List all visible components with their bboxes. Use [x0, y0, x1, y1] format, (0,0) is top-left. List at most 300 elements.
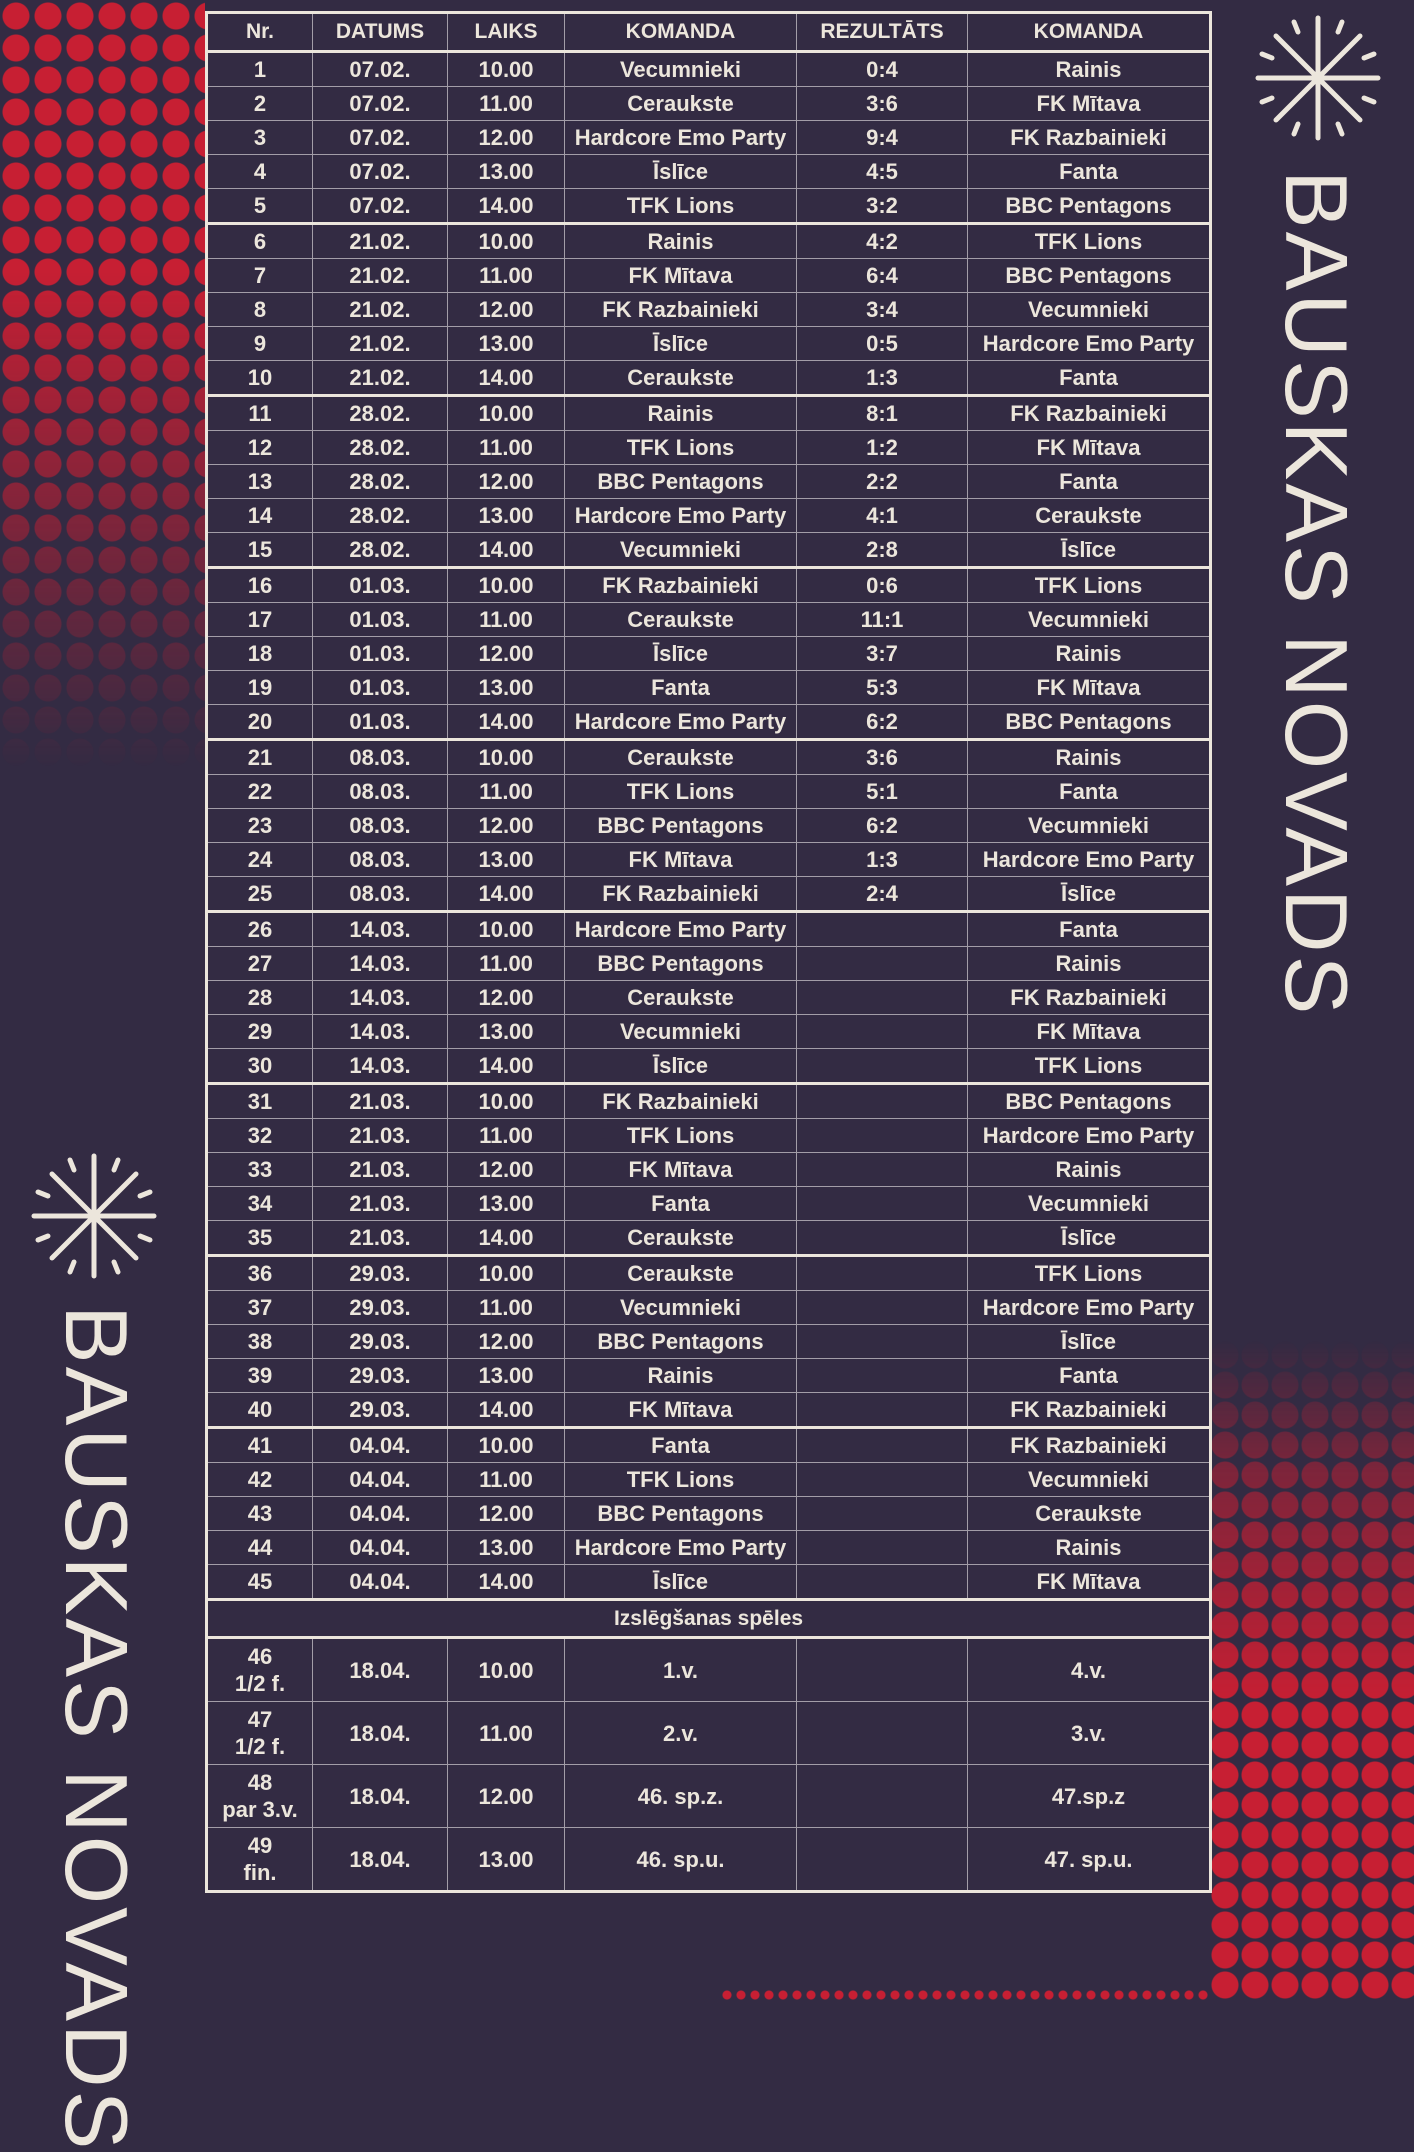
home-team: Hardcore Emo Party	[565, 705, 797, 740]
match-number: 21	[207, 740, 313, 775]
playoff-stage: fin.	[243, 1860, 277, 1885]
table-row	[207, 121, 1211, 155]
playoff-stage: 1/2 f.	[234, 1671, 286, 1696]
match-time: 11.00	[448, 87, 565, 121]
match-time: 12.00	[448, 809, 565, 843]
away-team: Fanta	[968, 775, 1211, 809]
match-number: 49	[247, 1833, 273, 1858]
match-date: 04.04.	[313, 1565, 448, 1600]
match-number: 32	[207, 1119, 313, 1153]
match-date: 01.03.	[313, 637, 448, 671]
match-result: 8:1	[797, 396, 968, 431]
match-date: 28.02.	[313, 431, 448, 465]
match-number: 3	[207, 121, 313, 155]
away-team: FK Mītava	[968, 1565, 1211, 1600]
match-date: 08.03.	[313, 775, 448, 809]
away-team: FK Razbainieki	[968, 981, 1211, 1015]
match-date: 21.02.	[313, 327, 448, 361]
away-team: Hardcore Emo Party	[968, 1119, 1211, 1153]
match-time: 11.00	[448, 259, 565, 293]
halftone-pattern-bottom-strip	[720, 1990, 1210, 2000]
header-date: DATUMS	[313, 13, 448, 52]
match-date: 28.02.	[313, 396, 448, 431]
match-number: 4	[207, 155, 313, 189]
playoff-number-cell	[207, 1638, 313, 1702]
match-result: 0:4	[797, 52, 968, 87]
away-team: BBC Pentagons	[968, 259, 1211, 293]
table-row	[207, 87, 1211, 121]
away-team: FK Mītava	[968, 431, 1211, 465]
match-date: 07.02.	[313, 121, 448, 155]
match-date: 07.02.	[313, 155, 448, 189]
home-team: Īslīce	[565, 637, 797, 671]
table-row	[207, 327, 1211, 361]
away-team: 47.sp.z	[968, 1765, 1211, 1828]
playoff-row	[207, 1828, 1211, 1892]
match-number: 44	[207, 1531, 313, 1565]
away-team: Īslīce	[968, 533, 1211, 568]
match-result: 3:2	[797, 189, 968, 224]
away-team: Rainis	[968, 947, 1211, 981]
match-number: 15	[207, 533, 313, 568]
match-date: 18.04.	[313, 1765, 448, 1828]
match-result: 2:4	[797, 877, 968, 912]
match-number: 31	[207, 1084, 313, 1119]
match-time: 14.00	[448, 361, 565, 396]
home-team: Fanta	[565, 1428, 797, 1463]
match-time: 10.00	[448, 52, 565, 87]
header-away-team: KOMANDA	[968, 13, 1211, 52]
table-row	[207, 568, 1211, 603]
away-team: TFK Lions	[968, 224, 1211, 259]
match-date: 14.03.	[313, 981, 448, 1015]
match-time: 11.00	[448, 431, 565, 465]
away-team: TFK Lions	[968, 568, 1211, 603]
header-nr: Nr.	[207, 13, 313, 52]
match-number: 33	[207, 1153, 313, 1187]
match-number: 46	[247, 1644, 273, 1669]
table-row	[207, 361, 1211, 396]
away-team: Vecumnieki	[968, 1463, 1211, 1497]
table-row	[207, 1256, 1211, 1291]
match-date: 21.02.	[313, 293, 448, 327]
match-date: 14.03.	[313, 912, 448, 947]
away-team: Īslīce	[968, 1221, 1211, 1256]
match-time: 12.00	[448, 121, 565, 155]
sunburst-icon	[30, 1152, 158, 1280]
table-row	[207, 1531, 1211, 1565]
match-time: 14.00	[448, 1393, 565, 1428]
home-team: BBC Pentagons	[565, 809, 797, 843]
match-result: 5:3	[797, 671, 968, 705]
match-time: 13.00	[448, 327, 565, 361]
match-time: 10.00	[448, 1428, 565, 1463]
match-time: 11.00	[448, 947, 565, 981]
match-time: 13.00	[448, 1531, 565, 1565]
match-date: 07.02.	[313, 189, 448, 224]
away-team: BBC Pentagons	[968, 1084, 1211, 1119]
away-team: Vecumnieki	[968, 293, 1211, 327]
match-time: 11.00	[448, 603, 565, 637]
table-row	[207, 981, 1211, 1015]
away-team: Fanta	[968, 155, 1211, 189]
home-team: Hardcore Emo Party	[565, 912, 797, 947]
table-row	[207, 1221, 1211, 1256]
match-result	[797, 1531, 968, 1565]
match-time: 12.00	[448, 981, 565, 1015]
home-team: BBC Pentagons	[565, 465, 797, 499]
match-result	[797, 1497, 968, 1531]
match-date: 01.03.	[313, 568, 448, 603]
match-result	[797, 1828, 968, 1892]
match-result	[797, 1765, 968, 1828]
away-team: TFK Lions	[968, 1049, 1211, 1084]
match-number: 5	[207, 189, 313, 224]
home-team: Hardcore Emo Party	[565, 121, 797, 155]
table-row	[207, 740, 1211, 775]
away-team: FK Mītava	[968, 87, 1211, 121]
match-number: 25	[207, 877, 313, 912]
match-time: 12.00	[448, 465, 565, 499]
match-result: 4:5	[797, 155, 968, 189]
match-time: 12.00	[448, 1765, 565, 1828]
home-team: Rainis	[565, 1359, 797, 1393]
table-row	[207, 1359, 1211, 1393]
away-team: FK Razbainieki	[968, 121, 1211, 155]
playoff-stage: par 3.v.	[222, 1797, 298, 1822]
match-number: 43	[207, 1497, 313, 1531]
header-result: REZULTĀTS	[797, 13, 968, 52]
table-row	[207, 1119, 1211, 1153]
home-team: BBC Pentagons	[565, 947, 797, 981]
table-row	[207, 189, 1211, 224]
match-time: 11.00	[448, 775, 565, 809]
match-date: 28.02.	[313, 465, 448, 499]
match-number: 18	[207, 637, 313, 671]
match-result	[797, 1015, 968, 1049]
header-home-team: KOMANDA	[565, 13, 797, 52]
brand-title-right: BAUSKAS NOVADS	[1267, 170, 1366, 1018]
home-team: TFK Lions	[565, 431, 797, 465]
match-number: 42	[207, 1463, 313, 1497]
match-number: 37	[207, 1291, 313, 1325]
match-number: 20	[207, 705, 313, 740]
home-team: Ceraukste	[565, 981, 797, 1015]
home-team: FK Razbainieki	[565, 1084, 797, 1119]
away-team: BBC Pentagons	[968, 705, 1211, 740]
match-time: 12.00	[448, 1497, 565, 1531]
table-row	[207, 1497, 1211, 1531]
away-team: Hardcore Emo Party	[968, 843, 1211, 877]
match-time: 13.00	[448, 1187, 565, 1221]
home-team: FK Razbainieki	[565, 568, 797, 603]
home-team: Vecumnieki	[565, 533, 797, 568]
home-team: Hardcore Emo Party	[565, 499, 797, 533]
match-result: 4:1	[797, 499, 968, 533]
match-result	[797, 981, 968, 1015]
home-team: Vecumnieki	[565, 1291, 797, 1325]
away-team: Fanta	[968, 361, 1211, 396]
away-team: Rainis	[968, 740, 1211, 775]
match-number: 26	[207, 912, 313, 947]
home-team: Vecumnieki	[565, 1015, 797, 1049]
away-team: Ceraukste	[968, 1497, 1211, 1531]
match-date: 01.03.	[313, 603, 448, 637]
match-number: 30	[207, 1049, 313, 1084]
table-row	[207, 1153, 1211, 1187]
table-row	[207, 705, 1211, 740]
home-team: Ceraukste	[565, 603, 797, 637]
match-result: 3:7	[797, 637, 968, 671]
match-time: 10.00	[448, 224, 565, 259]
match-date: 04.04.	[313, 1531, 448, 1565]
match-number: 23	[207, 809, 313, 843]
match-number: 35	[207, 1221, 313, 1256]
away-team: 3.v.	[968, 1702, 1211, 1765]
match-number: 8	[207, 293, 313, 327]
match-number: 22	[207, 775, 313, 809]
match-date: 08.03.	[313, 740, 448, 775]
home-team: BBC Pentagons	[565, 1497, 797, 1531]
away-team: Fanta	[968, 1359, 1211, 1393]
match-result: 0:6	[797, 568, 968, 603]
halftone-pattern-top-left	[0, 0, 205, 770]
match-result	[797, 1187, 968, 1221]
match-date: 08.03.	[313, 843, 448, 877]
away-team: FK Mītava	[968, 671, 1211, 705]
match-result	[797, 1463, 968, 1497]
away-team: Īslīce	[968, 1325, 1211, 1359]
match-result: 3:6	[797, 740, 968, 775]
match-schedule-table	[205, 11, 1212, 1893]
match-result: 4:2	[797, 224, 968, 259]
home-team: FK Razbainieki	[565, 877, 797, 912]
away-team: FK Razbainieki	[968, 1393, 1211, 1428]
table-row	[207, 775, 1211, 809]
match-result	[797, 1221, 968, 1256]
match-date: 18.04.	[313, 1828, 448, 1892]
match-time: 10.00	[448, 1638, 565, 1702]
match-date: 14.03.	[313, 1015, 448, 1049]
match-number: 7	[207, 259, 313, 293]
table-row	[207, 1325, 1211, 1359]
home-team: TFK Lions	[565, 775, 797, 809]
match-number: 45	[207, 1565, 313, 1600]
match-number: 19	[207, 671, 313, 705]
table-row	[207, 499, 1211, 533]
match-date: 21.02.	[313, 259, 448, 293]
home-team: Hardcore Emo Party	[565, 1531, 797, 1565]
match-result	[797, 947, 968, 981]
match-result	[797, 1291, 968, 1325]
home-team: Ceraukste	[565, 1221, 797, 1256]
table-row	[207, 293, 1211, 327]
match-result	[797, 1638, 968, 1702]
away-team: FK Razbainieki	[968, 1428, 1211, 1463]
match-time: 13.00	[448, 1015, 565, 1049]
away-team: TFK Lions	[968, 1256, 1211, 1291]
away-team: Īslīce	[968, 877, 1211, 912]
away-team: Fanta	[968, 465, 1211, 499]
away-team: Rainis	[968, 52, 1211, 87]
match-result: 6:2	[797, 809, 968, 843]
home-team: Ceraukste	[565, 87, 797, 121]
away-team: BBC Pentagons	[968, 189, 1211, 224]
match-number: 27	[207, 947, 313, 981]
table-row	[207, 1049, 1211, 1084]
home-team: FK Mītava	[565, 259, 797, 293]
table-row	[207, 1187, 1211, 1221]
home-team: TFK Lions	[565, 1119, 797, 1153]
table-row	[207, 155, 1211, 189]
match-result	[797, 1325, 968, 1359]
match-result: 5:1	[797, 775, 968, 809]
match-result	[797, 1153, 968, 1187]
match-result: 9:4	[797, 121, 968, 155]
match-result	[797, 1428, 968, 1463]
table-row	[207, 1015, 1211, 1049]
match-number: 39	[207, 1359, 313, 1393]
match-date: 18.04.	[313, 1702, 448, 1765]
match-date: 28.02.	[313, 533, 448, 568]
playoff-number-cell	[207, 1702, 313, 1765]
match-date: 01.03.	[313, 705, 448, 740]
home-team: Ceraukste	[565, 361, 797, 396]
match-time: 11.00	[448, 1291, 565, 1325]
away-team: 47. sp.u.	[968, 1828, 1211, 1892]
match-date: 07.02.	[313, 52, 448, 87]
table-header-row	[207, 13, 1211, 52]
match-result	[797, 1565, 968, 1600]
match-date: 21.03.	[313, 1187, 448, 1221]
match-number: 16	[207, 568, 313, 603]
match-date: 28.02.	[313, 499, 448, 533]
match-date: 01.03.	[313, 671, 448, 705]
table-row	[207, 843, 1211, 877]
table-row	[207, 1291, 1211, 1325]
header-time: LAIKS	[448, 13, 565, 52]
match-time: 12.00	[448, 1153, 565, 1187]
match-date: 29.03.	[313, 1325, 448, 1359]
match-result: 6:2	[797, 705, 968, 740]
match-number: 6	[207, 224, 313, 259]
home-team: Īslīce	[565, 1565, 797, 1600]
home-team: Īslīce	[565, 155, 797, 189]
match-time: 11.00	[448, 1119, 565, 1153]
match-number: 11	[207, 396, 313, 431]
match-date: 14.03.	[313, 1049, 448, 1084]
away-team: FK Razbainieki	[968, 396, 1211, 431]
match-time: 11.00	[448, 1463, 565, 1497]
table-row	[207, 1393, 1211, 1428]
playoff-section-row	[207, 1600, 1211, 1638]
match-date: 21.03.	[313, 1119, 448, 1153]
home-team: FK Mītava	[565, 1153, 797, 1187]
home-team: Fanta	[565, 671, 797, 705]
match-number: 2	[207, 87, 313, 121]
table-row	[207, 465, 1211, 499]
home-team: Rainis	[565, 224, 797, 259]
table-row	[207, 52, 1211, 87]
playoff-row	[207, 1765, 1211, 1828]
table-row	[207, 603, 1211, 637]
home-team: 2.v.	[565, 1702, 797, 1765]
home-team: Rainis	[565, 396, 797, 431]
match-result	[797, 1084, 968, 1119]
playoff-stage: 1/2 f.	[234, 1734, 286, 1759]
match-time: 11.00	[448, 1702, 565, 1765]
match-number: 9	[207, 327, 313, 361]
match-date: 29.03.	[313, 1359, 448, 1393]
away-team: Vecumnieki	[968, 603, 1211, 637]
away-team: Vecumnieki	[968, 809, 1211, 843]
match-date: 21.03.	[313, 1153, 448, 1187]
match-date: 21.03.	[313, 1221, 448, 1256]
home-team: Vecumnieki	[565, 52, 797, 87]
match-date: 08.03.	[313, 809, 448, 843]
match-number: 38	[207, 1325, 313, 1359]
match-number: 48	[247, 1770, 273, 1795]
match-result	[797, 1256, 968, 1291]
match-number: 10	[207, 361, 313, 396]
table-row	[207, 431, 1211, 465]
table-row	[207, 809, 1211, 843]
table-row	[207, 1428, 1211, 1463]
table-row	[207, 1463, 1211, 1497]
match-number: 40	[207, 1393, 313, 1428]
halftone-pattern-bottom-right	[1210, 1340, 1414, 2000]
match-time: 10.00	[448, 1256, 565, 1291]
table-row	[207, 637, 1211, 671]
match-date: 21.02.	[313, 224, 448, 259]
home-team: 1.v.	[565, 1638, 797, 1702]
match-result	[797, 1702, 968, 1765]
home-team: Fanta	[565, 1187, 797, 1221]
home-team: FK Mītava	[565, 843, 797, 877]
match-number: 36	[207, 1256, 313, 1291]
match-time: 14.00	[448, 1049, 565, 1084]
table-row	[207, 1084, 1211, 1119]
match-date: 21.03.	[313, 1084, 448, 1119]
match-time: 10.00	[448, 396, 565, 431]
match-number: 17	[207, 603, 313, 637]
home-team: Ceraukste	[565, 1256, 797, 1291]
away-team: Hardcore Emo Party	[968, 1291, 1211, 1325]
table-row	[207, 224, 1211, 259]
away-team: Vecumnieki	[968, 1187, 1211, 1221]
match-result: 11:1	[797, 603, 968, 637]
away-team: Hardcore Emo Party	[968, 327, 1211, 361]
playoff-section-title: Izslēgšanas spēles	[207, 1600, 1211, 1638]
playoff-number-cell	[207, 1828, 313, 1892]
home-team: FK Razbainieki	[565, 293, 797, 327]
away-team: Rainis	[968, 637, 1211, 671]
match-number: 24	[207, 843, 313, 877]
away-team: FK Mītava	[968, 1015, 1211, 1049]
match-date: 29.03.	[313, 1256, 448, 1291]
table-row	[207, 671, 1211, 705]
match-result	[797, 1119, 968, 1153]
table-row	[207, 912, 1211, 947]
table-row	[207, 877, 1211, 912]
away-team: Rainis	[968, 1153, 1211, 1187]
match-time: 14.00	[448, 533, 565, 568]
home-team: Ceraukste	[565, 740, 797, 775]
match-result: 3:4	[797, 293, 968, 327]
table-row	[207, 259, 1211, 293]
away-team: Ceraukste	[968, 499, 1211, 533]
match-date: 04.04.	[313, 1497, 448, 1531]
